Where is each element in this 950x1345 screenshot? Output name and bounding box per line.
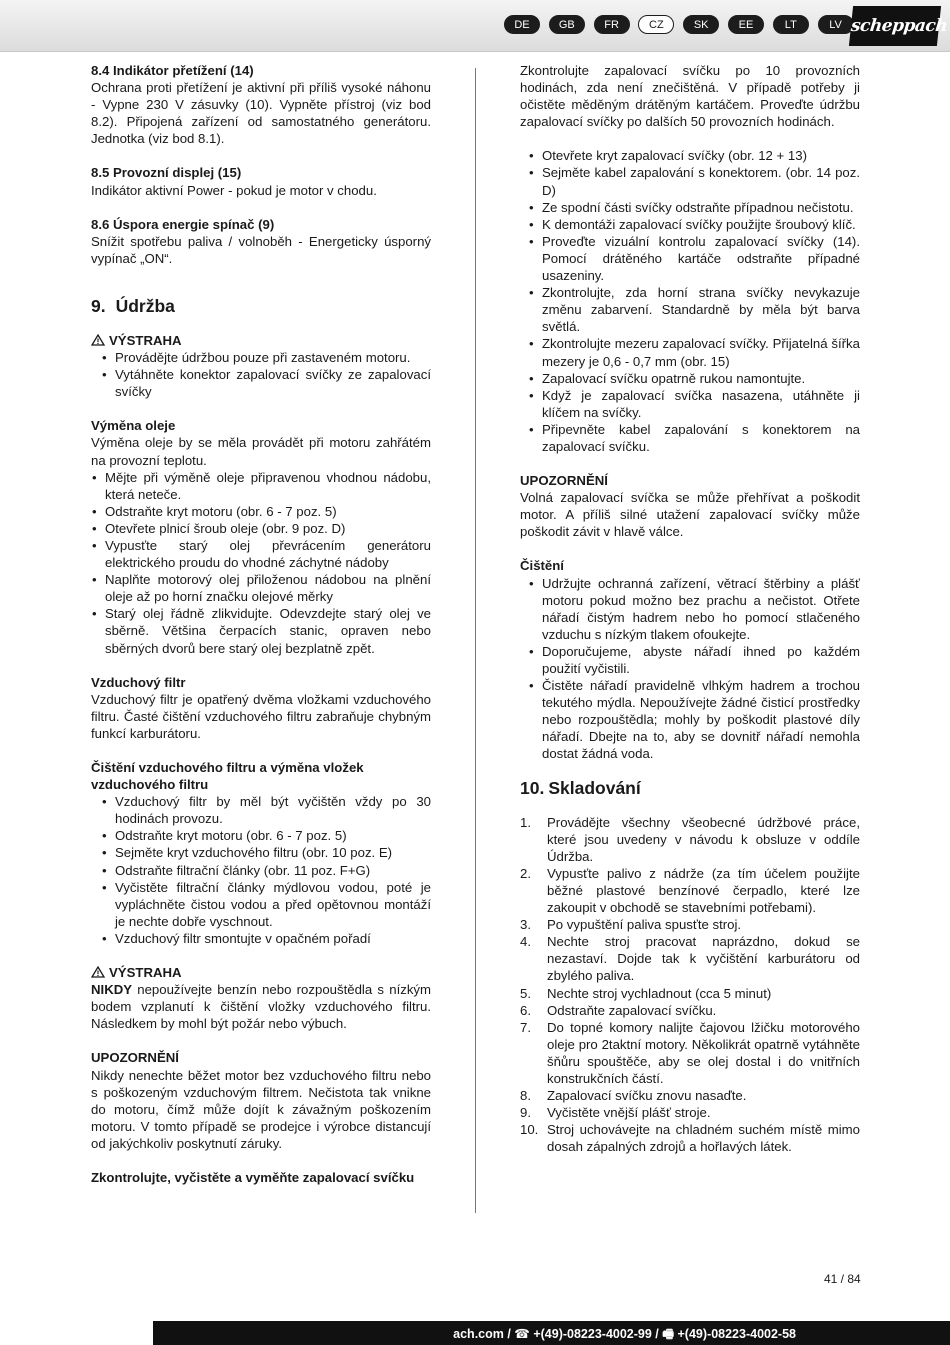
- lang-lv[interactable]: LV: [818, 15, 854, 34]
- air-filter-title: Vzduchový filtr: [91, 674, 186, 690]
- warning-icon: [91, 334, 105, 346]
- list-item: [520, 814, 860, 865]
- warning-1-title: VÝSTRAHA: [109, 332, 182, 348]
- item-number: 8.: [520, 1088, 531, 1104]
- list-item: • Čistěte nářadí pravidelně vlhkým hadrem a trochou tekutého mýdla. Nepoužívejte žádné čisticí prostředky nebo rozpouštědla; mohly by poškodit plastové díly nářadí. Dbejte na to, aby se dovnitř nářadí nemohla dostat žádná voda.: [542, 677, 860, 762]
- oil-change-list: [91, 469, 431, 657]
- section-8-5-text: Indikátor aktivní Power - pokud je motor v chodu.: [91, 182, 377, 198]
- air-filter-clean-title: Čištění vzduchového filtru a výměna vložek vzduchového filtru: [91, 760, 364, 793]
- list-item: • Udržujte ochranná zařízení, větrací štěrbiny a plášť motoru pokud možno bez prachu a nečistot. Otřete nářadí čistým hadrem nebo ho pomocí stlačeného vzduchu s nízkým tlakem ofoukejte.: [542, 575, 860, 643]
- lang-lt[interactable]: LT: [773, 15, 809, 34]
- lang-sk[interactable]: SK: [683, 15, 719, 34]
- item-text: Po vypuštění paliva spusťte stroj.: [547, 917, 742, 933]
- list-item: • Vzduchový filtr smontujte v opačném pořadí: [115, 930, 431, 947]
- item-number: 3.: [520, 917, 531, 933]
- item-text: Provádějte všechny všeobecné údržbové práce, které jsou uvedeny v návodu k obsluze v oddíle Údržba.: [547, 814, 860, 864]
- notice-1-title: UPOZORNĚNÍ: [91, 1050, 179, 1066]
- page-number: 41 / 84: [824, 1272, 861, 1286]
- air-filter-text: Vzduchový filtr je opatřený dvěma vložkami vzduchového filtru. Časté čištění vzduchového filtru zabraňuje chybným funkcí karburátoru.: [91, 691, 431, 741]
- warning-icon: [91, 966, 105, 978]
- list-item: • Vyčistěte filtrační články mýdlovou vodou, poté je vypláchněte čistou vodou a před opětovnou montáží je nechte dobře vyschnout.: [115, 879, 431, 930]
- list-item: • Sejměte kabel zapalování s konektorem. (obr. 14 poz. D): [542, 164, 860, 198]
- item-text: Odstraňte zapalovací svíčku.: [547, 1002, 717, 1018]
- item-text: Vypusťte palivo z nádrže (za tím účelem použijte běžné plastové benzínové čerpadlo, které lze zakoupit v obchodě se stavebními potřebami).: [547, 865, 860, 916]
- list-item: • Vypusťte starý olej převrácením generátoru elektrického proudu do vhodné záchytné nádoby: [105, 537, 431, 571]
- lang-cz[interactable]: CZ: [638, 15, 674, 34]
- list-item: • Sejměte kryt vzduchového filtru (obr. 10 poz. E): [115, 844, 431, 861]
- section-10-number: 10.: [520, 777, 545, 798]
- list-item: [520, 1002, 860, 1019]
- list-item: • Ze spodní části svíčky odstraňte případnou nečistotu.: [542, 199, 860, 216]
- list-item: • Provádějte údržbou pouze při zastaveném motoru.: [115, 349, 431, 366]
- notice-1-text: Nikdy nenechte běžet motor bez vzduchového filtru nebo s poškozeným vzduchovým filtrem. Nečistota tak vnikne do motoru, čímž může dojít k závažným poškozením motoru. V tomto případě se prodejce i výrobce distancují od jakýchkoliv poskytnutí záruky.: [91, 1067, 431, 1151]
- item-number: 1.: [520, 814, 531, 830]
- list-item: • Odstraňte kryt motoru (obr. 6 - 7 poz. 5): [115, 827, 431, 844]
- brand-logo: scheppach: [849, 6, 941, 46]
- left-column: [91, 62, 431, 1186]
- list-item: [520, 1121, 860, 1155]
- list-item: [520, 933, 860, 984]
- list-item: • Zkontrolujte, zda horní strana svíčky nevykazuje změnu zabarvení. Standardně by měla být barva světlá.: [542, 284, 860, 335]
- list-item: • K demontáži zapalovací svíčky použijte šroubový klíč.: [542, 216, 860, 233]
- warning-2-title: VÝSTRAHA: [109, 965, 182, 981]
- section-8-4-text: Ochrana proti přetížení je aktivní při příliš vysoké náhonu - Vypne 230 V zásuvky (10). Vypněte přístroj (viz bod 8.2). Připojená zařízení od samostatného generátoru. Jednotka (viz bod 8.1).: [91, 80, 431, 147]
- section-9-number: 9.: [91, 295, 106, 316]
- section-10-heading: [520, 777, 860, 799]
- item-number: 4.: [520, 934, 531, 950]
- lang-de[interactable]: DE: [504, 15, 540, 34]
- page-header: [0, 0, 950, 52]
- section-10-title: Skladování: [548, 777, 641, 798]
- list-item: • Když je zapalovací svíčka nasazena, utáhněte ji klíčem na svíčky.: [542, 387, 860, 421]
- list-item: • Odstraňte kryt motoru (obr. 6 - 7 poz. 5): [105, 503, 431, 520]
- list-item: • Vzduchový filtr by měl být vyčištěn vždy po 30 hodinách provozu.: [115, 793, 431, 827]
- warning-2-bold: NIKDY: [91, 982, 133, 998]
- oil-change-text: Výměna oleje by se měla provádět při motoru zahřátém na provozní teplotu.: [91, 435, 431, 468]
- item-number: 10.: [520, 1122, 539, 1138]
- air-filter-clean-list: [91, 793, 431, 947]
- item-text: Nechte stroj pracovat naprázdno, dokud se nezastaví. Dojde tak k vyčištění karburátoru od zbylého paliva.: [547, 934, 860, 984]
- list-item: • Otevřete kryt zapalovací svíčky (obr. 12 + 13): [542, 147, 860, 164]
- notice-2-text: Volná zapalovací svíčka se může přehřívat a poškodit motor. A příliš silné utažení zapalovací svíčky může poškodit závit v hlavě válce.: [520, 490, 860, 540]
- item-text: Zapalovací svíčku znovu nasaďte.: [547, 1088, 747, 1104]
- item-number: 6.: [520, 1002, 531, 1018]
- list-item: • Doporučujeme, abyste nářadí ihned po každém použití vyčistili.: [542, 643, 860, 677]
- list-item: • Připevněte kabel zapalování s konektorem na zapalovací svíčku.: [542, 421, 860, 455]
- lang-gb[interactable]: GB: [549, 15, 585, 34]
- list-item: [520, 1087, 860, 1104]
- lang-ee[interactable]: EE: [728, 15, 764, 34]
- lang-fr[interactable]: FR: [594, 15, 630, 34]
- list-item: • Otevřete plnicí šroub oleje (obr. 9 poz. D): [105, 520, 431, 537]
- column-divider: [475, 68, 476, 1213]
- notice-2-title: UPOZORNĚNÍ: [520, 473, 608, 489]
- section-9-title: Údržba: [115, 295, 175, 316]
- cleaning-title: Čištění: [520, 558, 564, 574]
- footer-contact: ach.com / ☎ +(49)-08223-4002-99 / 🖷 +(49)-08223-4002-58: [453, 1327, 796, 1341]
- warning-2-body: nepoužívejte benzín nebo rozpouštědla s nízkým bodem vzplanutí k čištění vložky vzduchového filtru. Následkem by mohl být požár nebo výbuch.: [91, 982, 431, 1032]
- section-8-6-title: 8.6 Úspora energie spínač (9): [91, 216, 275, 232]
- list-item: • Mějte při výměně oleje připravenou vhodnou nádobu, která neteče.: [105, 469, 431, 503]
- list-item: • Vytáhněte konektor zapalovací svíčky ze zapalovací svíčky: [115, 366, 431, 400]
- spark-plug-title: Zkontrolujte, vyčistěte a vyměňte zapalovací svíčku: [91, 1169, 415, 1185]
- spark-plug-list: [520, 147, 860, 455]
- list-item: • Starý olej řádně zlikvidujte. Odevzdejte starý olej ve sběrně. Většina čerpacích stanic, opraven nebo sběrných dvorů bere starý olej bezplatně zpět.: [105, 605, 431, 656]
- section-8-6-text: Snížit spotřebu paliva / volnoběh - Energeticky úsporný vypínač „ON“.: [91, 233, 431, 266]
- list-item: • Naplňte motorový olej přiloženou nádobou na plnění oleje až po horní značku olejové měrky: [105, 571, 431, 605]
- warning-2-heading: [91, 964, 431, 981]
- list-item: [520, 916, 860, 933]
- oil-change-title: Výměna oleje: [91, 418, 176, 434]
- item-number: 7.: [520, 1019, 531, 1035]
- warning-1-list: [91, 349, 431, 400]
- footer-blank: [0, 1321, 153, 1345]
- item-text: Do topné komory nalijte čajovou lžičku motorového oleje pro 2taktní motory. Několikrát opatrně vytáhněte šňůru spouštěče, aby se olej dostal i do vnitřních konstrukčních částí.: [547, 1019, 860, 1086]
- section-8-5-title: 8.5 Provozní displej (15): [91, 165, 242, 181]
- list-item: [520, 985, 860, 1002]
- list-item: [520, 865, 860, 916]
- list-item: [520, 1104, 860, 1121]
- list-item: • Proveďte vizuální kontrolu zapalovací svíčky (14). Pomocí drátěného kartáče odstraňte případné usazeniny.: [542, 233, 860, 284]
- item-number: 5.: [520, 985, 531, 1001]
- item-text: Nechte stroj vychladnout (cca 5 minut): [547, 985, 772, 1001]
- list-item: [520, 1019, 860, 1087]
- warning-1-heading: [91, 332, 431, 349]
- section-9-heading: [91, 295, 431, 317]
- section-8-4-title: 8.4 Indikátor přetížení (14): [91, 63, 254, 78]
- list-item: • Zkontrolujte mezeru zapalovací svíčky. Přijatelná šířka mezery je 0,6 - 0,7 mm (obr. 15): [542, 335, 860, 369]
- warning-2-text: [91, 981, 431, 1032]
- item-number: 2.: [520, 865, 531, 881]
- language-selector: [504, 15, 862, 34]
- item-text: Stroj uchovávejte na chladném suchém místě mimo dosah zápalných zdrojů a hořlavých látek.: [547, 1122, 860, 1155]
- spark-plug-text: Zkontrolujte zapalovací svíčku po 10 provozních hodinách, zda není znečištěná. V případě potřeby ji očistěte měděným drátěným kartáčem. Proveďte údržbu zapalovací svíčky po dalších 50 provozních hodinách.: [520, 63, 860, 130]
- item-number: 9.: [520, 1105, 531, 1121]
- list-item: • Zapalovací svíčku opatrně rukou namontujte.: [542, 370, 860, 387]
- item-text: Vyčistěte vnější plášť stroje.: [547, 1105, 711, 1121]
- page-footer: [0, 1321, 950, 1345]
- right-column: [520, 62, 860, 1155]
- storage-list: [520, 814, 860, 1156]
- list-item: • Odstraňte filtrační články (obr. 11 poz. F+G): [115, 862, 431, 879]
- cleaning-list: [520, 575, 860, 763]
